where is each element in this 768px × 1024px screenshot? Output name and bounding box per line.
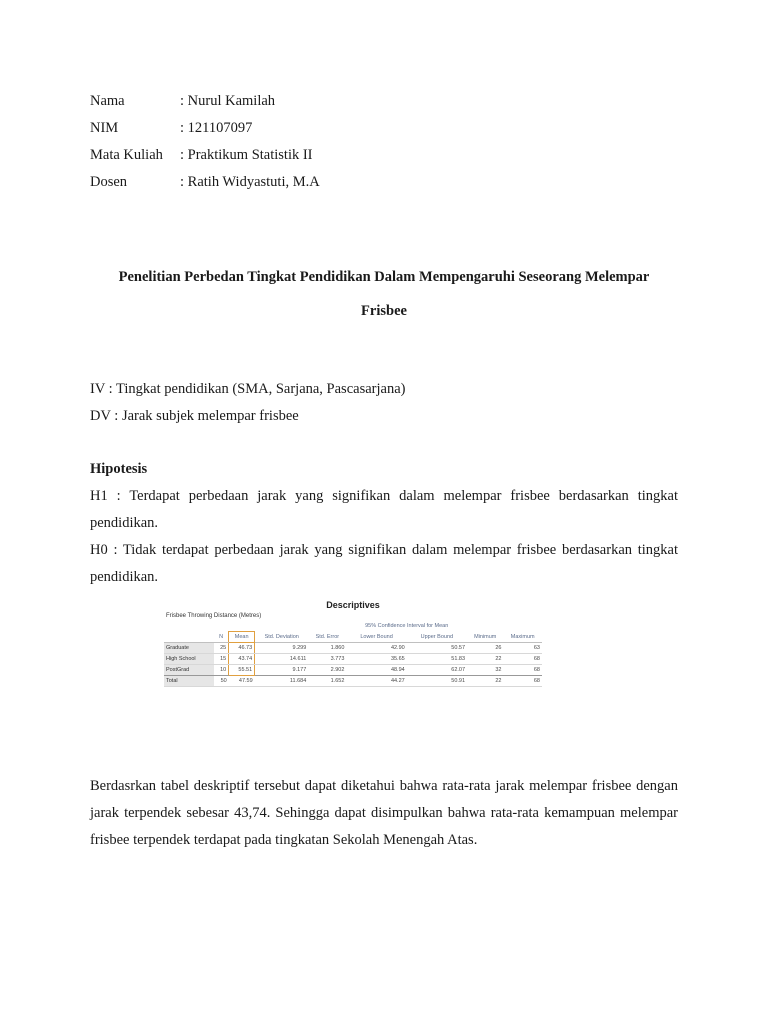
col-header: Minimum — [467, 632, 503, 643]
row-label: Graduate — [164, 643, 214, 654]
info-label: NIM — [90, 120, 119, 136]
table-cell: 46.73 — [229, 643, 255, 654]
table-cell: 68 — [503, 676, 542, 687]
table-cell: 50.91 — [407, 676, 467, 687]
table-cell: 51.83 — [407, 654, 467, 665]
col-header: Upper Bound — [407, 632, 467, 643]
table-cell: 44.27 — [346, 676, 406, 687]
col-header: Maximum — [503, 632, 542, 643]
variables — [90, 376, 678, 430]
title-line-2: Frisbee — [361, 303, 407, 319]
table-cell: 11.684 — [255, 676, 309, 687]
ci-header: 95% Confidence Interval for Mean — [365, 623, 449, 630]
student-info — [90, 88, 320, 196]
hypothesis-h1: H1 : Terdapat perbedaan jarak yang signifikan dalam melempar frisbee berdasarkan tingkat pendidikan. — [90, 488, 678, 531]
table-cell: 62.07 — [407, 665, 467, 676]
col-header: N — [214, 632, 229, 643]
col-header: Mean — [229, 632, 255, 643]
table-row — [164, 643, 542, 654]
table-cell: 1.652 — [308, 676, 346, 687]
header-row — [164, 632, 542, 643]
table-cell: 10 — [214, 665, 229, 676]
table-cell: 22 — [467, 654, 503, 665]
table-cell: 1.860 — [308, 643, 346, 654]
info-value: : Praktikum Statistik II — [180, 147, 313, 163]
header-row-group — [164, 621, 542, 632]
table-row — [164, 665, 542, 676]
table-row — [164, 654, 542, 665]
descriptives-table — [164, 621, 542, 687]
table-cell: 22 — [467, 676, 503, 687]
info-label: Nama — [90, 93, 125, 109]
table-cell: 68 — [503, 654, 542, 665]
table-cell: 43.74 — [229, 654, 255, 665]
info-row-mata-kuliah — [90, 142, 320, 169]
document-page — [90, 88, 678, 591]
descriptives-subtitle: Frisbee Throwing Distance (Metres) — [166, 613, 262, 619]
table-cell: 25 — [214, 643, 229, 654]
descriptives-title: Descriptives — [326, 600, 380, 610]
info-row-dosen — [90, 169, 320, 196]
info-label: Dosen — [90, 174, 128, 190]
table-cell: 47.59 — [229, 676, 255, 687]
descriptives-table-image — [164, 600, 542, 687]
col-header: Std. Deviation — [255, 632, 309, 643]
info-label: Mata Kuliah — [90, 147, 163, 163]
info-row-nama — [90, 88, 320, 115]
col-header: Std. Error — [308, 632, 346, 643]
row-label: High School — [164, 654, 214, 665]
table-cell: 50.57 — [407, 643, 467, 654]
hypothesis-h0: H0 : Tidak terdapat perbedaan jarak yang signifikan dalam melempar frisbee berdasarkan tingkat pendidikan. — [90, 542, 678, 585]
table-cell: 68 — [503, 665, 542, 676]
table-cell: 50 — [214, 676, 229, 687]
table-cell: 48.94 — [346, 665, 406, 676]
col-header: Lower Bound — [346, 632, 406, 643]
info-value: : 121107097 — [180, 120, 253, 136]
dependent-variable: DV : Jarak subjek melempar frisbee — [90, 408, 299, 424]
document-title — [90, 260, 678, 328]
table-row-total — [164, 676, 542, 687]
table-cell: 35.65 — [346, 654, 406, 665]
table-cell: 63 — [503, 643, 542, 654]
info-value: : Ratih Widyastuti, M.A — [180, 174, 320, 190]
row-label: Total — [164, 676, 214, 687]
table-cell: 14.611 — [255, 654, 309, 665]
table-cell: 55.51 — [229, 665, 255, 676]
title-line-1: Penelitian Perbedan Tingkat Pendidikan Dalam Mempengaruhi Seseorang Melempar — [118, 269, 650, 285]
table-cell: 2.902 — [308, 665, 346, 676]
table-cell: 3.773 — [308, 654, 346, 665]
independent-variable: IV : Tingkat pendidikan (SMA, Sarjana, Pascasarjana) — [90, 381, 406, 397]
table-cell: 26 — [467, 643, 503, 654]
table-cell: 9.177 — [255, 665, 309, 676]
info-row-nim — [90, 115, 320, 142]
table-cell: 15 — [214, 654, 229, 665]
conclusion-paragraph: Berdasrkan tabel deskriptif tersebut dapat diketahui bahwa rata-rata jarak melempar frisbee dengan jarak terpendek sebesar 43,74. Sehingga dapat disimpulkan bahwa rata-rata kemampuan melempar frisbee terpendek terdapat pada tingkatan Sekolah Menengah Atas. — [90, 777, 678, 848]
table-cell: 32 — [467, 665, 503, 676]
row-label: PostGrad — [164, 665, 214, 676]
info-value: : Nurul Kamilah — [180, 93, 276, 109]
table-cell: 9.299 — [255, 643, 309, 654]
hypothesis-heading: Hipotesis — [90, 461, 148, 477]
table-cell: 42.90 — [346, 643, 406, 654]
